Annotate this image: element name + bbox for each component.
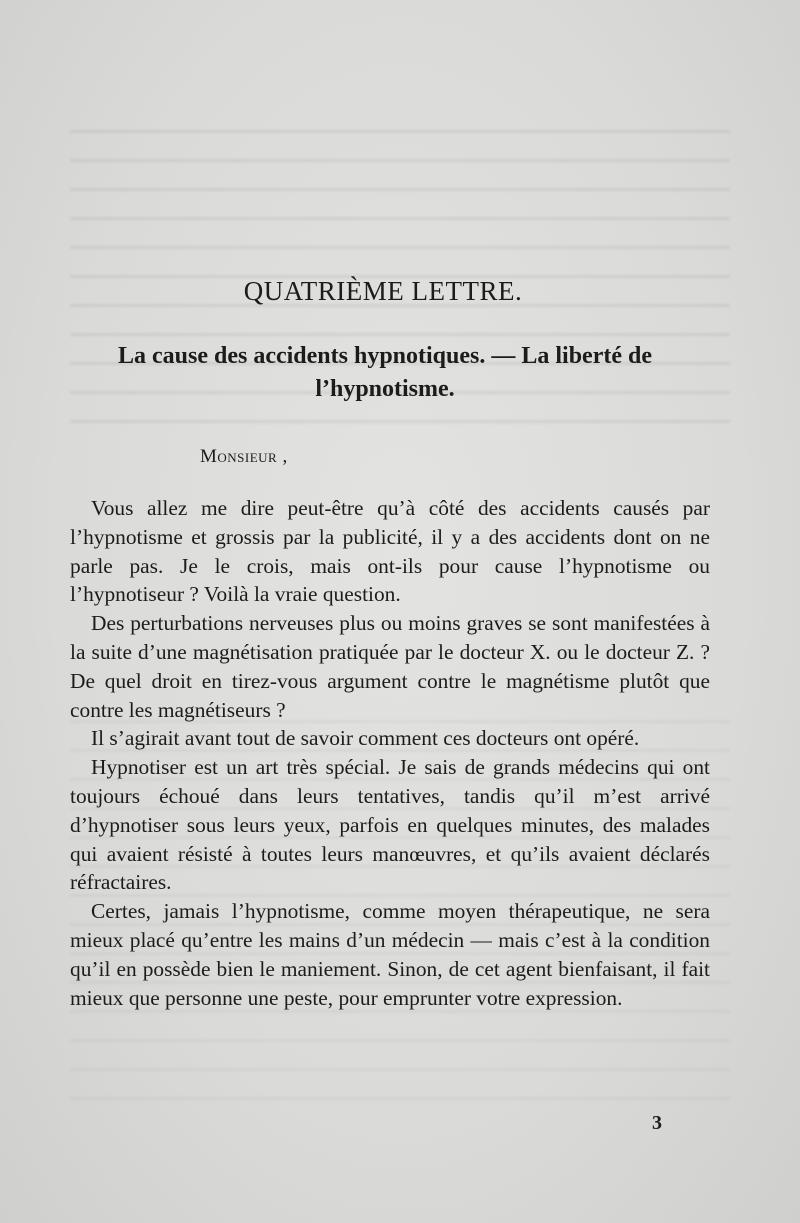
paragraph: Vous allez me dire peut-être qu’à côté des accidents causés par l’hypnotisme et grossis par la publicité, il y a des accidents dont on ne parle pas. Je le crois, mais ont-ils pour cause l’hypnotisme ou l’hypnotiseur ? Voilà la vraie question. [70,496,710,607]
paragraph: Il s’agirait avant tout de savoir comment ces docteurs ont opéré. [91,726,640,751]
paragraph: Hypnotiser est un art très spécial. Je sais de grands médecins qui ont toujours échoué dans leurs tentatives, tandis qu’il m’est arrivé d’hypnotiser sous leurs yeux, parfois en quelques minutes, des malades qui avaient résisté à toutes leurs manœuvres, et qu’ils avaient déclarés réfractaires. [70,755,710,895]
paragraph: Certes, jamais l’hypnotisme, comme moyen thérapeutique, ne sera mieux placé qu’entre les mains d’un médecin — mais c’est à la condition qu’il en possède bien le maniement. Sinon, de cet agent bienfaisant, il fait mieux que personne une peste, pour emprunter votre expression. [70,899,710,1010]
paragraph: Des perturbations nerveuses plus ou moins graves se sont manifestées à la suite d’une magnétisation pratiquée par le docteur X. ou le docteur Z. ? De quel droit en tirez-vous argument contre le magnétisme plutôt que contre les magnétiseurs ? [70,611,710,722]
page-number: 3 [652,1112,662,1134]
chapter-subtitle: La cause des accidents hypnotiques. — La liberté de l’hypnotisme. [117,343,653,402]
salutation: Monsieur , [200,446,288,467]
letter-body [70,494,710,1012]
chapter-title: QUATRIÈME LETTRE. [243,276,523,306]
